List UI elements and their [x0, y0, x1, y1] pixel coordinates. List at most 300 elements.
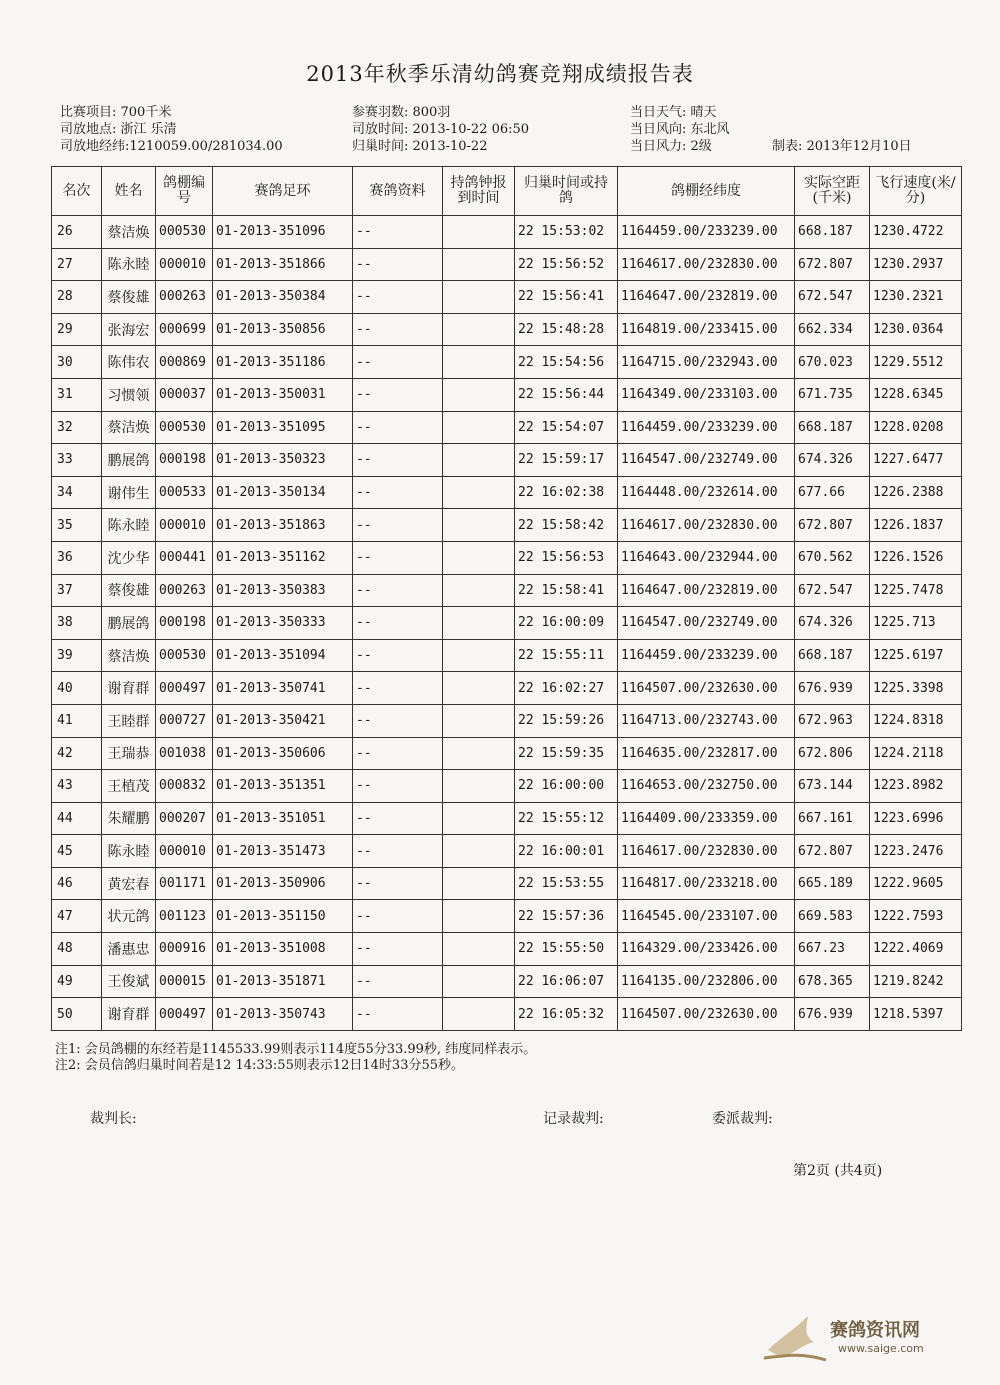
clock-time-cell [443, 802, 515, 835]
distance-cell: 672.547 [795, 574, 870, 607]
table-body [52, 216, 962, 1031]
info-cell: -- [353, 704, 443, 737]
table-row [52, 574, 962, 607]
rank-cell: 45 [52, 835, 102, 868]
meta-race-item: 比赛项目: 700千米 [60, 105, 172, 120]
speed-cell: 1223.6996 [870, 802, 962, 835]
clock-time-cell [443, 248, 515, 281]
clock-time-cell [443, 313, 515, 346]
return-time-cell: 22 15:56:44 [515, 378, 618, 411]
ring-cell: 01-2013-351095 [213, 411, 353, 444]
coords-cell: 1164713.00/232743.00 [618, 704, 795, 737]
rank-cell: 35 [52, 509, 102, 542]
coords-cell: 1164617.00/232830.00 [618, 835, 795, 868]
ring-cell: 01-2013-350384 [213, 281, 353, 314]
loft-id-cell: 000010 [156, 248, 213, 281]
return-time-cell: 22 16:00:01 [515, 835, 618, 868]
table-row [52, 704, 962, 737]
coords-cell: 1164617.00/232830.00 [618, 509, 795, 542]
return-time-cell: 22 15:56:52 [515, 248, 618, 281]
coords-cell: 1164715.00/232943.00 [618, 346, 795, 379]
table-row [52, 900, 962, 933]
rank-cell: 39 [52, 639, 102, 672]
return-time-cell: 22 15:55:12 [515, 802, 618, 835]
rank-cell: 41 [52, 704, 102, 737]
table-row [52, 281, 962, 314]
pigeon-logo-icon [760, 1308, 830, 1368]
table-row [52, 378, 962, 411]
table-row [52, 476, 962, 509]
name-cell: 陈伟农 [102, 346, 156, 379]
return-time-cell: 22 15:55:11 [515, 639, 618, 672]
name-cell: 谢育群 [102, 672, 156, 705]
coords-cell: 1164135.00/232806.00 [618, 965, 795, 998]
clock-time-cell [443, 704, 515, 737]
info-cell: -- [353, 509, 443, 542]
clock-time-cell [443, 867, 515, 900]
info-cell: -- [353, 802, 443, 835]
distance-cell: 674.326 [795, 607, 870, 640]
table-row [52, 672, 962, 705]
distance-cell: 678.365 [795, 965, 870, 998]
ring-cell: 01-2013-350134 [213, 476, 353, 509]
results-table [51, 166, 962, 1031]
header-coords: 鸽棚经纬度 [618, 167, 795, 216]
distance-cell: 672.806 [795, 737, 870, 770]
distance-cell: 668.187 [795, 639, 870, 672]
speed-cell: 1230.0364 [870, 313, 962, 346]
name-cell: 潘惠忠 [102, 933, 156, 966]
name-cell: 鹏展鸽 [102, 607, 156, 640]
header-ring: 赛鸽足环 [213, 167, 353, 216]
clock-time-cell [443, 476, 515, 509]
rank-cell: 48 [52, 933, 102, 966]
clock-time-cell [443, 770, 515, 803]
return-time-cell: 22 15:59:26 [515, 704, 618, 737]
ring-cell: 01-2013-351096 [213, 216, 353, 249]
name-cell: 鹏展鸽 [102, 444, 156, 477]
name-cell: 陈永睦 [102, 509, 156, 542]
ring-cell: 01-2013-351094 [213, 639, 353, 672]
ring-cell: 01-2013-351162 [213, 541, 353, 574]
info-cell: -- [353, 541, 443, 574]
info-cell: -- [353, 639, 443, 672]
clock-time-cell [443, 378, 515, 411]
clock-time-cell [443, 672, 515, 705]
speed-cell: 1228.6345 [870, 378, 962, 411]
meta-weather: 当日天气: 晴天 [630, 105, 717, 120]
return-time-cell: 22 15:54:56 [515, 346, 618, 379]
coords-cell: 1164349.00/233103.00 [618, 378, 795, 411]
return-time-cell: 22 15:58:41 [515, 574, 618, 607]
distance-cell: 674.326 [795, 444, 870, 477]
return-time-cell: 22 15:59:35 [515, 737, 618, 770]
info-cell: -- [353, 900, 443, 933]
clock-time-cell [443, 444, 515, 477]
distance-cell: 668.187 [795, 216, 870, 249]
loft-id-cell: 001038 [156, 737, 213, 770]
loft-id-cell: 000037 [156, 378, 213, 411]
name-cell: 谢育群 [102, 998, 156, 1031]
rank-cell: 26 [52, 216, 102, 249]
distance-cell: 667.161 [795, 802, 870, 835]
coords-cell: 1164545.00/233107.00 [618, 900, 795, 933]
meta-release-coords: 司放地经纬:1210059.00/281034.00 [60, 139, 283, 154]
info-cell: -- [353, 444, 443, 477]
name-cell: 蔡洁焕 [102, 639, 156, 672]
info-cell: -- [353, 476, 443, 509]
name-cell: 蔡俊雄 [102, 574, 156, 607]
loft-id-cell: 000263 [156, 574, 213, 607]
return-time-cell: 22 15:53:02 [515, 216, 618, 249]
meta-race-info [60, 104, 283, 155]
table-row [52, 933, 962, 966]
rank-cell: 43 [52, 770, 102, 803]
distance-cell: 662.334 [795, 313, 870, 346]
meta-entries: 参赛羽数: 800羽 [352, 105, 451, 120]
speed-cell: 1218.5397 [870, 998, 962, 1031]
table-row [52, 770, 962, 803]
table-row [52, 444, 962, 477]
return-time-cell: 22 16:06:07 [515, 965, 618, 998]
info-cell: -- [353, 346, 443, 379]
ring-cell: 01-2013-350323 [213, 444, 353, 477]
rank-cell: 37 [52, 574, 102, 607]
coords-cell: 1164817.00/233218.00 [618, 867, 795, 900]
header-clock-time: 持鸽钟报到时间 [443, 167, 515, 216]
rank-cell: 42 [52, 737, 102, 770]
distance-cell: 672.547 [795, 281, 870, 314]
info-cell: -- [353, 216, 443, 249]
return-time-cell: 22 15:57:36 [515, 900, 618, 933]
speed-cell: 1223.2476 [870, 835, 962, 868]
name-cell: 张海宏 [102, 313, 156, 346]
ring-cell: 01-2013-350333 [213, 607, 353, 640]
ring-cell: 01-2013-350741 [213, 672, 353, 705]
header-loft-id: 鸽棚编号 [156, 167, 213, 216]
name-cell: 蔡俊雄 [102, 281, 156, 314]
distance-cell: 669.583 [795, 900, 870, 933]
ring-cell: 01-2013-350906 [213, 867, 353, 900]
rank-cell: 38 [52, 607, 102, 640]
speed-cell: 1222.9605 [870, 867, 962, 900]
table-row [52, 216, 962, 249]
clock-time-cell [443, 933, 515, 966]
speed-cell: 1225.713 [870, 607, 962, 640]
ring-cell: 01-2013-351051 [213, 802, 353, 835]
return-time-cell: 22 16:00:09 [515, 607, 618, 640]
info-cell: -- [353, 378, 443, 411]
table-row [52, 639, 962, 672]
meta-made-date: 制表: 2013年12月10日 [772, 139, 912, 154]
loft-id-cell: 000530 [156, 639, 213, 672]
coords-cell: 1164635.00/232817.00 [618, 737, 795, 770]
loft-id-cell: 000530 [156, 411, 213, 444]
speed-cell: 1230.2937 [870, 248, 962, 281]
speed-cell: 1222.4069 [870, 933, 962, 966]
info-cell: -- [353, 737, 443, 770]
coords-cell: 1164459.00/233239.00 [618, 216, 795, 249]
loft-id-cell: 000916 [156, 933, 213, 966]
table-row [52, 802, 962, 835]
return-time-cell: 22 15:59:17 [515, 444, 618, 477]
speed-cell: 1222.7593 [870, 900, 962, 933]
note-1: 注1: 会员鸽棚的东经若是1145533.99则表示114度55分33.99秒, 纬度同样表示。 [55, 1042, 537, 1057]
distance-cell: 672.807 [795, 248, 870, 281]
ring-cell: 01-2013-350031 [213, 378, 353, 411]
speed-cell: 1229.5512 [870, 346, 962, 379]
distance-cell: 670.023 [795, 346, 870, 379]
info-cell: -- [353, 411, 443, 444]
name-cell: 谢伟生 [102, 476, 156, 509]
loft-id-cell: 001123 [156, 900, 213, 933]
speed-cell: 1219.8242 [870, 965, 962, 998]
ring-cell: 01-2013-351866 [213, 248, 353, 281]
info-cell: -- [353, 672, 443, 705]
name-cell: 沈少华 [102, 541, 156, 574]
return-time-cell: 22 16:00:00 [515, 770, 618, 803]
clock-time-cell [443, 639, 515, 672]
ring-cell: 01-2013-351150 [213, 900, 353, 933]
distance-cell: 670.562 [795, 541, 870, 574]
clock-time-cell [443, 900, 515, 933]
distance-cell: 672.963 [795, 704, 870, 737]
rank-cell: 44 [52, 802, 102, 835]
loft-id-cell: 000198 [156, 444, 213, 477]
table-row [52, 867, 962, 900]
distance-cell: 672.807 [795, 835, 870, 868]
ring-cell: 01-2013-351871 [213, 965, 353, 998]
distance-cell: 677.66 [795, 476, 870, 509]
rank-cell: 46 [52, 867, 102, 900]
coords-cell: 1164819.00/233415.00 [618, 313, 795, 346]
return-time-cell: 22 15:56:53 [515, 541, 618, 574]
clock-time-cell [443, 998, 515, 1031]
name-cell: 蔡洁焕 [102, 411, 156, 444]
note-2: 注2: 会员信鸽归巢时间若是12 14:33:55则表示12日14时33分55秒。 [55, 1058, 465, 1073]
ring-cell: 01-2013-350743 [213, 998, 353, 1031]
loft-id-cell: 001171 [156, 867, 213, 900]
return-time-cell: 22 15:56:41 [515, 281, 618, 314]
loft-id-cell: 000530 [156, 216, 213, 249]
rank-cell: 34 [52, 476, 102, 509]
ring-cell: 01-2013-350856 [213, 313, 353, 346]
speed-cell: 1223.8982 [870, 770, 962, 803]
ring-cell: 01-2013-351008 [213, 933, 353, 966]
info-cell: -- [353, 281, 443, 314]
clock-time-cell [443, 281, 515, 314]
page-number: 第2页 (共4页) [793, 1163, 883, 1179]
watermark-url: www.saige.com [838, 1342, 924, 1355]
loft-id-cell: 000699 [156, 313, 213, 346]
page-title: 2013年秋季乐清幼鸽赛竞翔成绩报告表 [306, 62, 694, 86]
name-cell: 黄宏春 [102, 867, 156, 900]
speed-cell: 1225.6197 [870, 639, 962, 672]
coords-cell: 1164329.00/233426.00 [618, 933, 795, 966]
table-row [52, 346, 962, 379]
loft-id-cell: 000832 [156, 770, 213, 803]
distance-cell: 668.187 [795, 411, 870, 444]
loft-id-cell: 000010 [156, 509, 213, 542]
header-name: 姓名 [102, 167, 156, 216]
rank-cell: 36 [52, 541, 102, 574]
meta-wind-force: 当日风力: 2级 [630, 139, 712, 154]
speed-cell: 1226.1837 [870, 509, 962, 542]
coords-cell: 1164647.00/232819.00 [618, 574, 795, 607]
header-return-time: 归巢时间或持鸽 [515, 167, 618, 216]
name-cell: 王睦群 [102, 704, 156, 737]
speed-cell: 1225.7478 [870, 574, 962, 607]
meta-wind-direction: 当日风向: 东北风 [630, 122, 730, 137]
header-distance: 实际空距(千米) [795, 167, 870, 216]
table-row [52, 313, 962, 346]
table-row [52, 248, 962, 281]
coords-cell: 1164459.00/233239.00 [618, 411, 795, 444]
table-row [52, 411, 962, 444]
table-row [52, 607, 962, 640]
clock-time-cell [443, 965, 515, 998]
speed-cell: 1225.3398 [870, 672, 962, 705]
speed-cell: 1224.2118 [870, 737, 962, 770]
header-info: 赛鸽资料 [353, 167, 443, 216]
clock-time-cell [443, 607, 515, 640]
table-row [52, 835, 962, 868]
return-time-cell: 22 15:54:07 [515, 411, 618, 444]
loft-id-cell: 000207 [156, 802, 213, 835]
rank-cell: 27 [52, 248, 102, 281]
rank-cell: 49 [52, 965, 102, 998]
coords-cell: 1164643.00/232944.00 [618, 541, 795, 574]
distance-cell: 676.939 [795, 672, 870, 705]
clock-time-cell [443, 541, 515, 574]
header-speed: 飞行速度(米/分) [870, 167, 962, 216]
coords-cell: 1164547.00/232749.00 [618, 607, 795, 640]
clock-time-cell [443, 574, 515, 607]
meta-weather-info [630, 104, 730, 155]
speed-cell: 1230.2321 [870, 281, 962, 314]
loft-id-cell: 000263 [156, 281, 213, 314]
name-cell: 陈永睦 [102, 835, 156, 868]
meta-release-place: 司放地点: 浙江 乐清 [60, 122, 177, 137]
return-time-cell: 22 16:05:32 [515, 998, 618, 1031]
name-cell: 朱耀鹏 [102, 802, 156, 835]
coords-cell: 1164647.00/232819.00 [618, 281, 795, 314]
name-cell: 王俊斌 [102, 965, 156, 998]
table-row [52, 541, 962, 574]
coords-cell: 1164507.00/232630.00 [618, 998, 795, 1031]
recorder-judge-label: 记录裁判: [543, 1111, 604, 1127]
loft-id-cell: 000869 [156, 346, 213, 379]
speed-cell: 1230.4722 [870, 216, 962, 249]
coords-cell: 1164653.00/232750.00 [618, 770, 795, 803]
loft-id-cell: 000441 [156, 541, 213, 574]
rank-cell: 50 [52, 998, 102, 1031]
rank-cell: 29 [52, 313, 102, 346]
coords-cell: 1164459.00/233239.00 [618, 639, 795, 672]
watermark-name: 赛鸽资讯网 [830, 1320, 920, 1341]
distance-cell: 673.144 [795, 770, 870, 803]
meta-release-time: 司放时间: 2013-10-22 06:50 [352, 122, 530, 137]
name-cell: 状元鸽 [102, 900, 156, 933]
notes [55, 1042, 536, 1074]
info-cell: -- [353, 933, 443, 966]
speed-cell: 1226.2388 [870, 476, 962, 509]
chief-judge-label: 裁判长: [90, 1111, 137, 1127]
rank-cell: 33 [52, 444, 102, 477]
ring-cell: 01-2013-351186 [213, 346, 353, 379]
info-cell: -- [353, 965, 443, 998]
info-cell: -- [353, 607, 443, 640]
rank-cell: 47 [52, 900, 102, 933]
table-row [52, 965, 962, 998]
info-cell: -- [353, 313, 443, 346]
info-cell: -- [353, 835, 443, 868]
table-row [52, 998, 962, 1031]
ring-cell: 01-2013-350606 [213, 737, 353, 770]
loft-id-cell: 000727 [156, 704, 213, 737]
speed-cell: 1224.8318 [870, 704, 962, 737]
return-time-cell: 22 15:55:50 [515, 933, 618, 966]
return-time-cell: 22 16:02:38 [515, 476, 618, 509]
table-row [52, 737, 962, 770]
clock-time-cell [443, 346, 515, 379]
speed-cell: 1226.1526 [870, 541, 962, 574]
info-cell: -- [353, 248, 443, 281]
ring-cell: 01-2013-351473 [213, 835, 353, 868]
distance-cell: 665.189 [795, 867, 870, 900]
name-cell: 习惯领 [102, 378, 156, 411]
loft-id-cell: 000533 [156, 476, 213, 509]
ring-cell: 01-2013-351863 [213, 509, 353, 542]
return-time-cell: 22 15:48:28 [515, 313, 618, 346]
rank-cell: 40 [52, 672, 102, 705]
clock-time-cell [443, 835, 515, 868]
loft-id-cell: 000010 [156, 835, 213, 868]
coords-cell: 1164507.00/232630.00 [618, 672, 795, 705]
coords-cell: 1164409.00/233359.00 [618, 802, 795, 835]
name-cell: 蔡洁焕 [102, 216, 156, 249]
info-cell: -- [353, 574, 443, 607]
loft-id-cell: 000198 [156, 607, 213, 640]
clock-time-cell [443, 509, 515, 542]
return-time-cell: 22 16:02:27 [515, 672, 618, 705]
name-cell: 王瑞恭 [102, 737, 156, 770]
ring-cell: 01-2013-350383 [213, 574, 353, 607]
ring-cell: 01-2013-351351 [213, 770, 353, 803]
rank-cell: 28 [52, 281, 102, 314]
table-header-row [52, 167, 962, 216]
ring-cell: 01-2013-350421 [213, 704, 353, 737]
coords-cell: 1164547.00/232749.00 [618, 444, 795, 477]
distance-cell: 672.807 [795, 509, 870, 542]
distance-cell: 667.23 [795, 933, 870, 966]
name-cell: 陈永睦 [102, 248, 156, 281]
header-rank: 名次 [52, 167, 102, 216]
rank-cell: 31 [52, 378, 102, 411]
meta-time-info [352, 104, 529, 155]
info-cell: -- [353, 998, 443, 1031]
loft-id-cell: 000497 [156, 998, 213, 1031]
clock-time-cell [443, 411, 515, 444]
distance-cell: 676.939 [795, 998, 870, 1031]
table-row [52, 509, 962, 542]
rank-cell: 30 [52, 346, 102, 379]
clock-time-cell [443, 737, 515, 770]
loft-id-cell: 000497 [156, 672, 213, 705]
clock-time-cell [443, 216, 515, 249]
rank-cell: 32 [52, 411, 102, 444]
coords-cell: 1164448.00/232614.00 [618, 476, 795, 509]
